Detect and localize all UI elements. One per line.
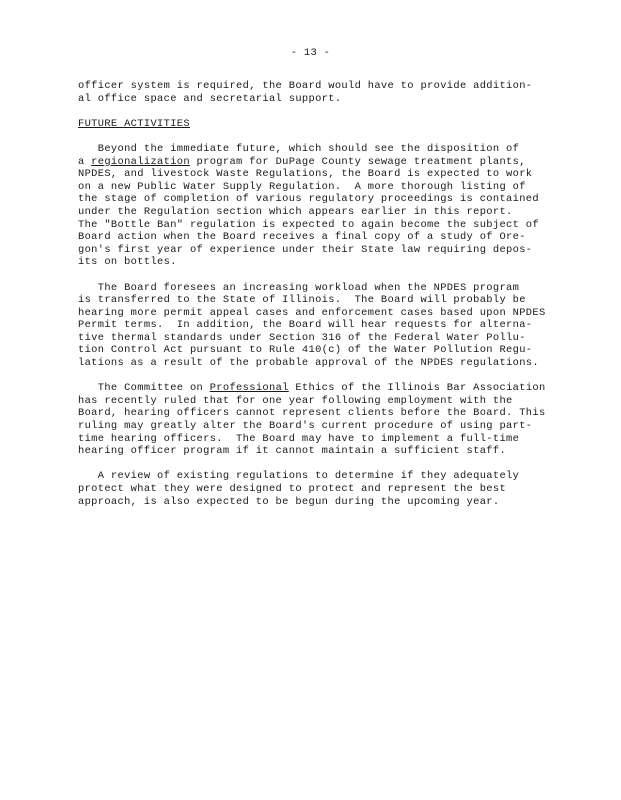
- text-line: ruling may greatly alter the Board's current procedure of using part-: [78, 420, 533, 433]
- paragraph-npdes-workload: [78, 282, 568, 370]
- text-line: approach, is also expected to be begun during the upcoming year.: [78, 495, 500, 508]
- text-fragment: Ethics of the Illinois Bar Association: [288, 382, 546, 395]
- text-line: tion Control Act pursuant to Rule 410(c) of the Water Pollution Regu-: [78, 344, 533, 357]
- text-fragment: The Committee on: [78, 382, 210, 395]
- text-line: its on bottles.: [78, 256, 177, 269]
- carryover-paragraph: [78, 80, 568, 105]
- paragraph-regulation-review: [78, 470, 568, 508]
- text-line: A review of existing regulations to determine if they adequately: [78, 470, 520, 483]
- text-line: [78, 382, 568, 395]
- text-fragment: program for DuPage County sewage treatment plants,: [189, 155, 526, 168]
- text-line: time hearing officers. The Board may have to implement a full-time: [78, 432, 520, 445]
- underlined-word: Professional: [209, 382, 289, 395]
- text-line: al office space and secretarial support.: [78, 92, 342, 105]
- text-line: Board, hearing officers cannot represent clients before the Board. This: [78, 407, 546, 420]
- text-line: the stage of completion of various regulatory proceedings is contained: [78, 193, 539, 206]
- underlined-word: regionalization: [91, 155, 190, 168]
- paragraph-future-agenda: [78, 143, 568, 269]
- text-line: tive thermal standards under Section 316 of the Federal Water Pollu-: [78, 331, 526, 344]
- paragraph-gap: [78, 130, 568, 143]
- paragraph-gap: [78, 105, 568, 118]
- text-line: [78, 156, 568, 169]
- paragraph-gap: [78, 370, 568, 383]
- paragraph-hearing-officers: [78, 382, 568, 458]
- text-line: The Board foresees an increasing workload when the NPDES program: [78, 281, 520, 294]
- text-line: Permit terms. In addition, the Board will hear requests for alterna-: [78, 319, 533, 332]
- section-heading: FUTURE ACTIVITIES: [78, 117, 190, 130]
- text-line: hearing officer program if it cannot maintain a sufficient staff.: [78, 445, 507, 458]
- text-line: Board action when the Board receives a final copy of a study of Ore-: [78, 231, 526, 244]
- text-line: hearing more permit appeal cases and enforcement cases based upon NPDES: [78, 306, 546, 319]
- text-line: gon's first year of experience under their State law requiring depos-: [78, 243, 533, 256]
- text-line: under the Regulation section which appears earlier in this report.: [78, 205, 513, 218]
- text-line: protect what they were designed to protect and represent the best: [78, 483, 507, 495]
- paragraph-gap: [78, 458, 568, 471]
- text-line: Beyond the immediate future, which should see the disposition of: [78, 142, 520, 155]
- body-text: [78, 80, 568, 508]
- text-line: The "Bottle Ban" regulation is expected to again become the subject of: [78, 218, 539, 231]
- text-line: lations as a result of the probable approval of the NPDES regulations.: [78, 357, 539, 370]
- text-line: officer system is required, the Board would have to provide addition-: [78, 80, 533, 92]
- text-line: is transferred to the State of Illinois. The Board will probably be: [78, 294, 526, 307]
- text-fragment: a: [78, 155, 92, 168]
- paragraph-gap: [78, 269, 568, 282]
- text-line: on a new Public Water Supply Regulation. A more thorough listing of: [78, 180, 526, 193]
- text-line: has recently ruled that for one year following employment with the: [78, 394, 513, 407]
- page-number: - 13 -: [290, 47, 331, 59]
- text-line: NPDES, and livestock Waste Regulations, the Board is expected to work: [78, 168, 533, 181]
